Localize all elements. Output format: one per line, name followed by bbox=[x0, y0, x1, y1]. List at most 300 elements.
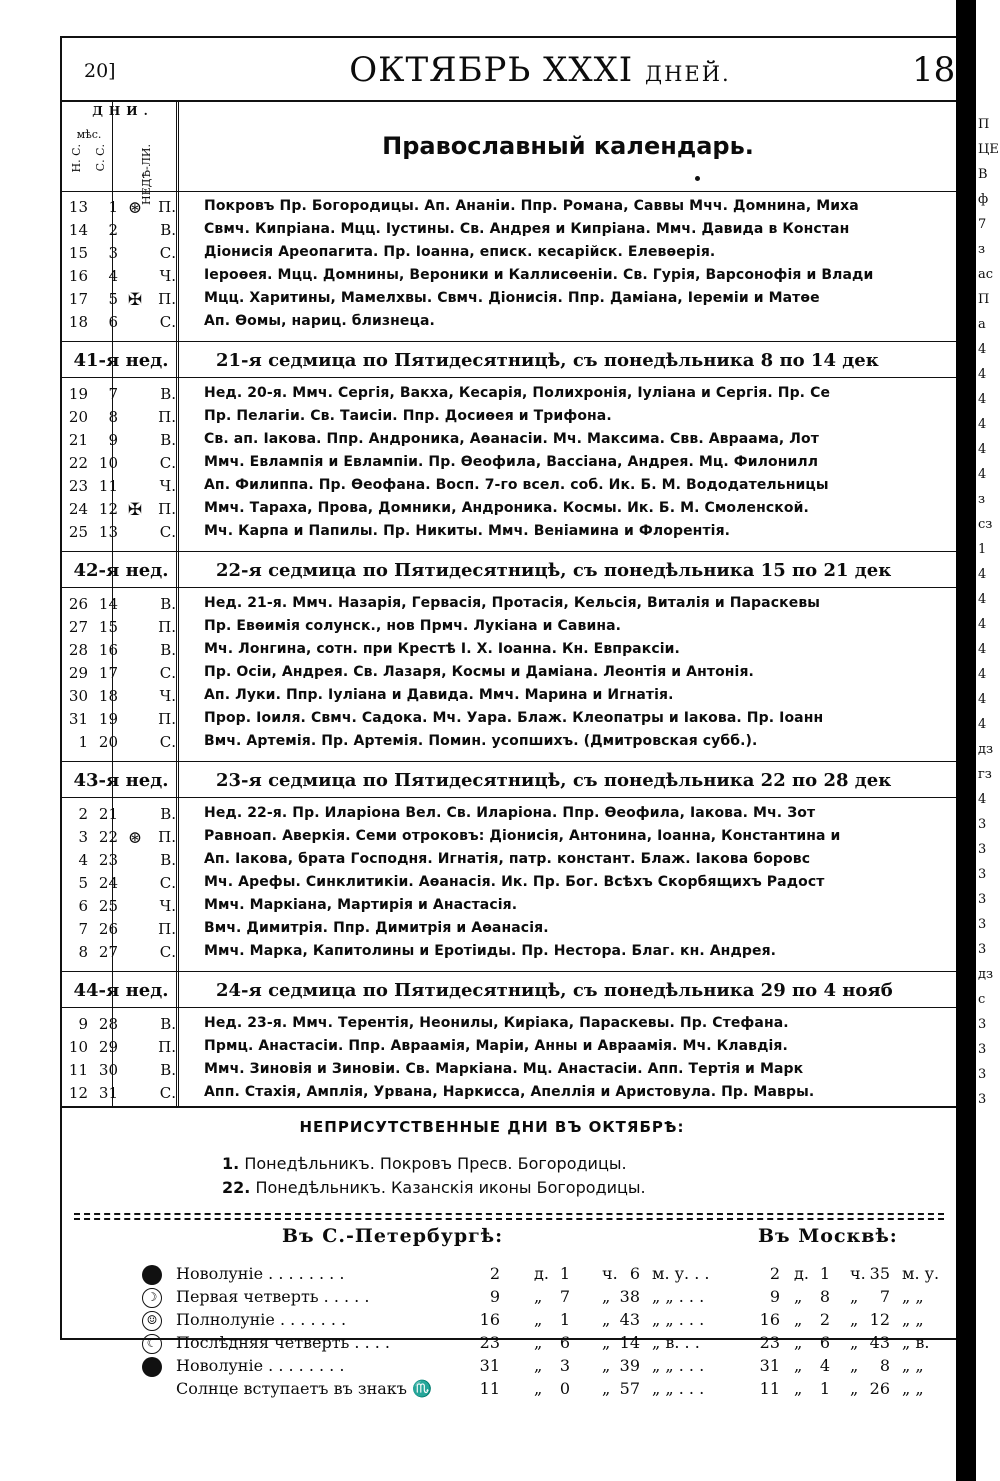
weekday: П. bbox=[158, 618, 176, 636]
margin-fragment: дз bbox=[978, 742, 994, 757]
weekday-header: НЕДѢ-ЛИ. bbox=[140, 144, 153, 205]
moon-row bbox=[140, 1356, 960, 1378]
new-style-date: 3 bbox=[78, 828, 88, 846]
day-row bbox=[62, 267, 956, 290]
saints-text: Ммч. Зиновія и Зиновіи. Св. Маркіана. Мц. Анастасіи. Апп. Тертія и Марк bbox=[204, 1061, 804, 1077]
cross-icon: ✠ bbox=[127, 290, 143, 310]
moon-label: Полнолуніе . . . . . . . bbox=[176, 1310, 347, 1329]
weekday: Ч. bbox=[159, 477, 176, 495]
feast-icon: ⊛ bbox=[127, 828, 143, 848]
weekday: С. bbox=[159, 454, 176, 472]
saints-text: Равноап. Аверкія. Семи отроковъ: Діонисія, Антонина, Іоанна, Константина и bbox=[204, 828, 841, 844]
msk-day: 11 bbox=[759, 1379, 780, 1398]
new-style-date: 12 bbox=[68, 1084, 88, 1102]
new-style-date: 4 bbox=[78, 851, 88, 869]
week-bottom-rule bbox=[62, 1007, 956, 1008]
old-style-date: 12 bbox=[98, 500, 118, 518]
margin-fragment: 4 bbox=[978, 392, 987, 407]
weekday: В. bbox=[160, 595, 176, 613]
day-row bbox=[62, 874, 956, 897]
week-top-rule bbox=[62, 341, 956, 342]
day-row bbox=[62, 454, 956, 477]
saints-text: Вмч. Димитрія. Ппр. Димитрія и Аѳанасія. bbox=[204, 920, 549, 936]
saints-text: Вмч. Артемія. Пр. Артемія. Помин. усопшихъ. (Дмитровская субб.). bbox=[204, 733, 758, 749]
msk-hour-unit: „ bbox=[850, 1310, 859, 1329]
moon-row bbox=[140, 1333, 960, 1355]
week-row bbox=[62, 974, 956, 1008]
margin-fragment: 3 bbox=[978, 942, 987, 957]
weekday: В. bbox=[160, 385, 176, 403]
old-style-date: 10 bbox=[98, 454, 118, 472]
day-row bbox=[62, 290, 956, 313]
saints-text: Ап. Луки. Ппр. Іуліана и Давида. Ммч. Марина и Игнатія. bbox=[204, 687, 674, 703]
saints-text: Нед. 23-я. Ммч. Терентія, Неонилы, Киріака, Параскевы. Пр. Стефана. bbox=[204, 1015, 789, 1031]
nonpresence-text: Понедѣльникъ. Покровъ Пресв. Богородицы. bbox=[244, 1154, 627, 1173]
spb-hour: 1 bbox=[559, 1310, 570, 1329]
spb-day-unit: „ bbox=[534, 1287, 543, 1306]
spb-minute-unit: „ „ . . . bbox=[652, 1310, 705, 1329]
new-moon-icon bbox=[142, 1357, 162, 1377]
msk-minute: 7 bbox=[879, 1287, 890, 1306]
spb-minute-unit: м. у. . . bbox=[652, 1264, 710, 1283]
calendar-title: Православный календарь. bbox=[382, 132, 754, 160]
spb-hour: 1 bbox=[559, 1264, 570, 1283]
week-bottom-rule bbox=[62, 797, 956, 798]
moon-label: Послѣдняя четверть . . . . bbox=[176, 1333, 391, 1352]
new-style-date: 30 bbox=[68, 687, 88, 705]
old-style-date: 28 bbox=[98, 1015, 118, 1033]
weekday: С. bbox=[159, 874, 176, 892]
moon-row bbox=[140, 1287, 960, 1309]
year: 18 bbox=[912, 50, 956, 90]
saints-text: Ммч. Евлампія и Евлампіи. Пр. Ѳеофила, Вассіана, Андрея. Мц. Филонилл bbox=[204, 454, 819, 470]
day-row bbox=[62, 500, 956, 523]
day-row bbox=[62, 244, 956, 267]
spb-day-unit: „ bbox=[534, 1379, 543, 1398]
msk-hour-unit: „ bbox=[850, 1379, 859, 1398]
spb-minute: 57 bbox=[619, 1379, 640, 1398]
old-style-date: 23 bbox=[98, 851, 118, 869]
weekday: В. bbox=[160, 1061, 176, 1079]
new-style-date: 26 bbox=[68, 595, 88, 613]
full-moon-icon: ☺ bbox=[142, 1311, 162, 1331]
old-style-date: 17 bbox=[98, 664, 118, 682]
saints-text: Ммч. Тараха, Прова, Домники, Андроника. Космы. Ик. Б. М. Смоленской. bbox=[204, 500, 809, 516]
msk-day-unit: „ bbox=[794, 1379, 803, 1398]
saints-text: Мч. Арефы. Синклитикіи. Аѳанасія. Ик. Пр. Бог. Всѣхъ Скорбящихъ Радост bbox=[204, 874, 825, 890]
msk-minute-unit: „ в. bbox=[902, 1333, 930, 1352]
page-number: 20] bbox=[84, 60, 116, 82]
scan-binding-edge bbox=[956, 0, 976, 1481]
old-style-date: 13 bbox=[98, 523, 118, 541]
margin-fragment: 3 bbox=[978, 892, 987, 907]
week-row bbox=[62, 344, 956, 378]
weekday: П. bbox=[158, 500, 176, 518]
saints-text: Ап. Филиппа. Пр. Ѳеофана. Восп. 7-го всел. соб. Ик. Б. М. Вододательницы bbox=[204, 477, 829, 493]
weekday: С. bbox=[159, 1084, 176, 1102]
weekday: П. bbox=[158, 198, 176, 216]
weekday: Ч. bbox=[159, 267, 176, 285]
table-bottom-rule bbox=[62, 1106, 956, 1108]
saints-text: Покровъ Пр. Богородицы. Ап. Ананіи. Ппр. Романа, Саввы Мчч. Домнина, Миха bbox=[204, 198, 859, 214]
spb-title: Въ С.-Петербургѣ: bbox=[282, 1225, 504, 1247]
old-style-date: 25 bbox=[98, 897, 118, 915]
new-style-date: 24 bbox=[68, 500, 88, 518]
day-row bbox=[62, 431, 956, 454]
day-row bbox=[62, 477, 956, 500]
msk-hour: 1 bbox=[819, 1379, 830, 1398]
nonpresence-num: 22. bbox=[222, 1178, 251, 1197]
msk-minute: 35 bbox=[869, 1264, 890, 1283]
old-style-date: 27 bbox=[98, 943, 118, 961]
new-moon-icon bbox=[142, 1265, 162, 1285]
day-row bbox=[62, 221, 956, 244]
margin-fragment: 4 bbox=[978, 567, 987, 582]
msk-minute: 8 bbox=[879, 1356, 890, 1375]
new-style-date: 29 bbox=[68, 664, 88, 682]
margin-fragment: 3 bbox=[978, 1092, 987, 1107]
margin-fragment: с bbox=[978, 992, 986, 1007]
spb-day: 9 bbox=[489, 1287, 500, 1306]
new-style-date: 14 bbox=[68, 221, 88, 239]
new-style-date: 7 bbox=[78, 920, 88, 938]
spb-day: 2 bbox=[489, 1264, 500, 1283]
old-style-date: 18 bbox=[98, 687, 118, 705]
weekday: С. bbox=[159, 523, 176, 541]
new-style-date: 8 bbox=[78, 943, 88, 961]
old-style-date: 31 bbox=[98, 1084, 118, 1102]
day-row bbox=[62, 897, 956, 920]
msk-day: 2 bbox=[769, 1264, 780, 1283]
day-row bbox=[62, 523, 956, 546]
msk-hour-unit: „ bbox=[850, 1356, 859, 1375]
saints-text: Ммч. Марка, Капитолины и Еротіиды. Пр. Нестора. Благ. кн. Андрея. bbox=[204, 943, 777, 959]
new-style-date: 31 bbox=[68, 710, 88, 728]
new-style-date: 1 bbox=[78, 733, 88, 751]
old-style-date: 11 bbox=[98, 477, 118, 495]
saints-text: Мч. Лонгина, сотн. при Крестѣ І. Х. Іоанна. Кн. Евпраксіи. bbox=[204, 641, 680, 657]
day-row bbox=[62, 687, 956, 710]
old-style-date: 16 bbox=[98, 641, 118, 659]
old-style-date: 4 bbox=[108, 267, 118, 285]
margin-fragment: ф bbox=[978, 192, 989, 207]
nonpresence-text: Понедѣльникъ. Казанскія иконы Богородицы. bbox=[255, 1178, 646, 1197]
margin-fragment: 3 bbox=[978, 1042, 987, 1057]
margin-fragment: сз bbox=[978, 517, 993, 532]
msk-hour: 8 bbox=[819, 1287, 830, 1306]
week-top-rule bbox=[62, 551, 956, 552]
spb-hour: 3 bbox=[559, 1356, 570, 1375]
new-style-date: 23 bbox=[68, 477, 88, 495]
moon-row bbox=[140, 1379, 960, 1401]
new-style-date: 20 bbox=[68, 408, 88, 426]
new-style-date: 13 bbox=[68, 198, 88, 216]
msk-hour: 1 bbox=[819, 1264, 830, 1283]
spb-hour: 6 bbox=[559, 1333, 570, 1352]
weekday: В. bbox=[160, 641, 176, 659]
margin-fragment: 3 bbox=[978, 842, 987, 857]
new-style-date: 9 bbox=[78, 1015, 88, 1033]
weekday: Ч. bbox=[159, 687, 176, 705]
old-style-date: 6 bbox=[108, 313, 118, 331]
msk-hour: 6 bbox=[819, 1333, 830, 1352]
weekday: В. bbox=[160, 221, 176, 239]
spb-day-unit: „ bbox=[534, 1333, 543, 1352]
margin-fragment: П bbox=[978, 292, 990, 307]
spb-minute-unit: „ „ . . . bbox=[652, 1356, 705, 1375]
week-title: 24-я седмица по Пятидесятницѣ, съ понедѣльника 29 по 4 нояб bbox=[216, 980, 893, 1001]
spb-day: 16 bbox=[479, 1310, 500, 1329]
spb-day-unit: „ bbox=[534, 1356, 543, 1375]
new-style-date: 17 bbox=[68, 290, 88, 308]
day-row bbox=[62, 313, 956, 336]
msk-hour: 2 bbox=[819, 1310, 830, 1329]
old-style-date: 19 bbox=[98, 710, 118, 728]
new-style-date: 22 bbox=[68, 454, 88, 472]
days-header: ДНИ. bbox=[92, 104, 154, 118]
saints-text: Нед. 20-я. Ммч. Сергія, Вакха, Кесарія, Полихронія, Іуліана и Сергія. Пр. Се bbox=[204, 385, 831, 401]
old-style-date: 14 bbox=[98, 595, 118, 613]
week-bottom-rule bbox=[62, 377, 956, 378]
week-top-rule bbox=[62, 761, 956, 762]
day-row bbox=[62, 733, 956, 756]
day-row bbox=[62, 618, 956, 641]
margin-fragment: гз bbox=[978, 767, 992, 782]
saints-text: Пр. Пелагіи. Св. Таисіи. Ппр. Досиѳея и Трифона. bbox=[204, 408, 612, 424]
ink-dot bbox=[695, 176, 700, 181]
spb-minute: 39 bbox=[619, 1356, 640, 1375]
weekday: С. bbox=[159, 664, 176, 682]
margin-fragment: 4 bbox=[978, 717, 987, 732]
old-style-date: 3 bbox=[108, 244, 118, 262]
nonpresence-item bbox=[222, 1178, 646, 1197]
spb-minute-unit: „ „ . . . bbox=[652, 1287, 705, 1306]
saints-text: Ап. Іакова, брата Господня. Игнатія, патр. констант. Блаж. Іакова боровс bbox=[204, 851, 811, 867]
saints-text: Св. ап. Іакова. Ппр. Андроника, Аѳанасіи. Мч. Максима. Свв. Авраама, Лот bbox=[204, 431, 819, 447]
msk-hour: 4 bbox=[819, 1356, 830, 1375]
margin-fragment: 4 bbox=[978, 592, 987, 607]
msk-day-unit: „ bbox=[794, 1287, 803, 1306]
spb-minute: 43 bbox=[619, 1310, 640, 1329]
spb-hour-unit: „ bbox=[602, 1333, 611, 1352]
week-bottom-rule bbox=[62, 587, 956, 588]
saints-text: Пр. Осіи, Андрея. Св. Лазаря, Космы и Даміана. Леонтія и Антонія. bbox=[204, 664, 754, 680]
week-number: 42-я нед. bbox=[73, 560, 169, 581]
weekday: С. bbox=[159, 733, 176, 751]
dashed-rule bbox=[74, 1218, 944, 1220]
week-row bbox=[62, 764, 956, 798]
new-style-header: Н. С. bbox=[70, 144, 83, 173]
saints-text: Ммч. Маркіана, Мартирія и Анастасія. bbox=[204, 897, 518, 913]
cross-icon: ✠ bbox=[127, 500, 143, 520]
margin-fragment: 1 bbox=[978, 542, 987, 557]
old-style-date: 24 bbox=[98, 874, 118, 892]
week-row bbox=[62, 554, 956, 588]
margin-fragment: з bbox=[978, 492, 986, 507]
moon-row bbox=[140, 1264, 960, 1286]
msk-day-unit: „ bbox=[794, 1310, 803, 1329]
spb-minute-unit: „ „ . . . bbox=[652, 1379, 705, 1398]
old-style-date: 5 bbox=[108, 290, 118, 308]
day-row bbox=[62, 1038, 956, 1061]
day-row bbox=[62, 828, 956, 851]
margin-fragment: 4 bbox=[978, 367, 987, 382]
margin-fragment: 3 bbox=[978, 867, 987, 882]
nonpresence-title: НЕПРИСУТСТВЕННЫЕ ДНИ ВЪ ОКТЯБРѢ: bbox=[299, 1118, 685, 1136]
first-quarter-icon: ☽ bbox=[142, 1288, 162, 1308]
margin-fragment: 4 bbox=[978, 792, 987, 807]
margin-fragment: П bbox=[978, 117, 990, 132]
saints-text: Прмц. Анастасіи. Ппр. Авраамія, Маріи, Анны и Авраамія. Мч. Клавдія. bbox=[204, 1038, 788, 1054]
weekday: П. bbox=[158, 290, 176, 308]
day-row bbox=[62, 805, 956, 828]
spb-hour: 0 bbox=[559, 1379, 570, 1398]
new-style-date: 27 bbox=[68, 618, 88, 636]
new-style-date: 28 bbox=[68, 641, 88, 659]
msk-minute: 43 bbox=[869, 1333, 890, 1352]
saints-text: Діонисія Ареопагита. Пр. Іоанна, еписк. кесарійск. Елевѳерія. bbox=[204, 244, 716, 260]
spb-minute: 6 bbox=[629, 1264, 640, 1283]
day-row bbox=[62, 408, 956, 431]
saints-text: Свмч. Кипріана. Мцц. Іустины. Св. Андрея и Кипріана. Ммч. Давида в Констан bbox=[204, 221, 850, 237]
spb-hour-unit: „ bbox=[602, 1287, 611, 1306]
new-style-date: 25 bbox=[68, 523, 88, 541]
week-top-rule bbox=[62, 971, 956, 972]
day-row bbox=[62, 664, 956, 687]
day-row bbox=[62, 595, 956, 618]
margin-fragment: з bbox=[978, 242, 986, 257]
week-title: 23-я седмица по Пятидесятницѣ, съ понедѣльника 22 по 28 дек bbox=[216, 770, 892, 791]
margin-fragment: 4 bbox=[978, 342, 987, 357]
last-quarter-icon: ☾ bbox=[142, 1334, 162, 1354]
msk-hour-unit: „ bbox=[850, 1287, 859, 1306]
old-style-date: 26 bbox=[98, 920, 118, 938]
saints-text: Нед. 22-я. Пр. Иларіона Вел. Св. Иларіона. Ппр. Ѳеофила, Іакова. Мч. Зот bbox=[204, 805, 816, 821]
new-style-date: 16 bbox=[68, 267, 88, 285]
msk-minute-unit: „ „ bbox=[902, 1310, 924, 1329]
spb-day-unit: д. bbox=[534, 1264, 549, 1283]
msk-minute-unit: м. у. bbox=[902, 1264, 940, 1283]
weekday: В. bbox=[160, 851, 176, 869]
moon-label: Солнце вступаетъ въ знакъ ♏ bbox=[176, 1379, 432, 1398]
day-row bbox=[62, 851, 956, 874]
feast-icon: ⊛ bbox=[127, 198, 143, 218]
day-row bbox=[62, 920, 956, 943]
margin-fragment: 3 bbox=[978, 817, 987, 832]
old-style-date: 22 bbox=[98, 828, 118, 846]
moon-row bbox=[140, 1310, 960, 1332]
margin-fragment: а bbox=[978, 317, 986, 332]
old-style-date: 29 bbox=[98, 1038, 118, 1056]
new-style-date: 11 bbox=[68, 1061, 88, 1079]
margin-fragment: 3 bbox=[978, 1067, 987, 1082]
msk-hour-unit: „ bbox=[850, 1333, 859, 1352]
day-row bbox=[62, 198, 956, 221]
new-style-date: 2 bbox=[78, 805, 88, 823]
weekday: В. bbox=[160, 431, 176, 449]
day-row bbox=[62, 1061, 956, 1084]
adjacent-page-margin bbox=[976, 0, 1000, 1481]
old-style-date: 21 bbox=[98, 805, 118, 823]
new-style-date: 21 bbox=[68, 431, 88, 449]
msk-day: 16 bbox=[759, 1310, 780, 1329]
saints-text: Нед. 21-я. Ммч. Назарія, Гервасія, Протасія, Кельсія, Виталія и Параскевы bbox=[204, 595, 821, 611]
old-style-date: 1 bbox=[108, 198, 118, 216]
margin-fragment: 4 bbox=[978, 617, 987, 632]
weekday: П. bbox=[158, 920, 176, 938]
margin-fragment: ас bbox=[978, 267, 994, 282]
old-style-date: 7 bbox=[108, 385, 118, 403]
day-row bbox=[62, 641, 956, 664]
margin-fragment: В bbox=[978, 167, 988, 182]
msk-minute: 26 bbox=[869, 1379, 890, 1398]
weekday: П. bbox=[158, 1038, 176, 1056]
spb-day: 31 bbox=[479, 1356, 500, 1375]
new-style-date: 5 bbox=[78, 874, 88, 892]
weekday: П. bbox=[158, 408, 176, 426]
page-title bbox=[290, 50, 790, 90]
margin-fragment: 3 bbox=[978, 1017, 987, 1032]
old-style-date: 30 bbox=[98, 1061, 118, 1079]
day-row bbox=[62, 385, 956, 408]
saints-text: Апп. Стахія, Амплія, Урвана, Наркисса, Апеллія и Аристовула. Пр. Мавры. bbox=[204, 1084, 815, 1100]
weekday: В. bbox=[160, 805, 176, 823]
weekday: В. bbox=[160, 1015, 176, 1033]
spb-day: 11 bbox=[479, 1379, 500, 1398]
new-style-date: 10 bbox=[68, 1038, 88, 1056]
old-style-date: 8 bbox=[108, 408, 118, 426]
msk-day: 31 bbox=[759, 1356, 780, 1375]
week-number: 44-я нед. bbox=[73, 980, 169, 1001]
margin-fragment: 4 bbox=[978, 642, 987, 657]
msk-day: 23 bbox=[759, 1333, 780, 1352]
weekday: С. bbox=[159, 943, 176, 961]
spb-day-unit: „ bbox=[534, 1310, 543, 1329]
day-row bbox=[62, 1084, 956, 1107]
weekday: С. bbox=[159, 244, 176, 262]
header-bottom-rule bbox=[62, 191, 956, 192]
title-days: ДНЕЙ. bbox=[645, 62, 731, 86]
margin-fragment: дз bbox=[978, 967, 994, 982]
margin-fragment: 4 bbox=[978, 417, 987, 432]
moon-label: Новолуніе . . . . . . . . bbox=[176, 1356, 345, 1375]
margin-fragment: 3 bbox=[978, 917, 987, 932]
dashed-rule bbox=[74, 1213, 944, 1215]
msk-day-unit: д. bbox=[794, 1264, 809, 1283]
saints-text: Мч. Карпа и Папилы. Пр. Никиты. Ммч. Веніамина и Флорентія. bbox=[204, 523, 731, 539]
msk-minute: 12 bbox=[869, 1310, 890, 1329]
margin-fragment: 4 bbox=[978, 467, 987, 482]
spb-hour-unit: ч. bbox=[602, 1264, 618, 1283]
title-month: ОКТЯБРЬ XXXI bbox=[349, 50, 634, 90]
weekday: П. bbox=[158, 828, 176, 846]
moon-label: Новолуніе . . . . . . . . bbox=[176, 1264, 345, 1283]
spb-hour-unit: „ bbox=[602, 1310, 611, 1329]
week-title: 21-я седмица по Пятидесятницѣ, съ понедѣльника 8 по 14 дек bbox=[216, 350, 879, 371]
table-top-rule bbox=[62, 100, 956, 102]
saints-text: Мцц. Харитины, Мамелхвы. Свмч. Діонисія. Ппр. Даміана, Іереміи и Матѳе bbox=[204, 290, 820, 306]
old-style-date: 2 bbox=[108, 221, 118, 239]
month-header: мѣс. bbox=[76, 128, 102, 141]
new-style-date: 19 bbox=[68, 385, 88, 403]
msk-minute-unit: „ „ bbox=[902, 1356, 924, 1375]
weekday: П. bbox=[158, 710, 176, 728]
old-style-date: 20 bbox=[98, 733, 118, 751]
weekday: Ч. bbox=[159, 897, 176, 915]
week-title: 22-я седмица по Пятидесятницѣ, съ понедѣльника 15 по 21 дек bbox=[216, 560, 892, 581]
moscow-title: Въ Москвѣ: bbox=[758, 1225, 898, 1247]
margin-fragment: 7 bbox=[978, 217, 987, 232]
